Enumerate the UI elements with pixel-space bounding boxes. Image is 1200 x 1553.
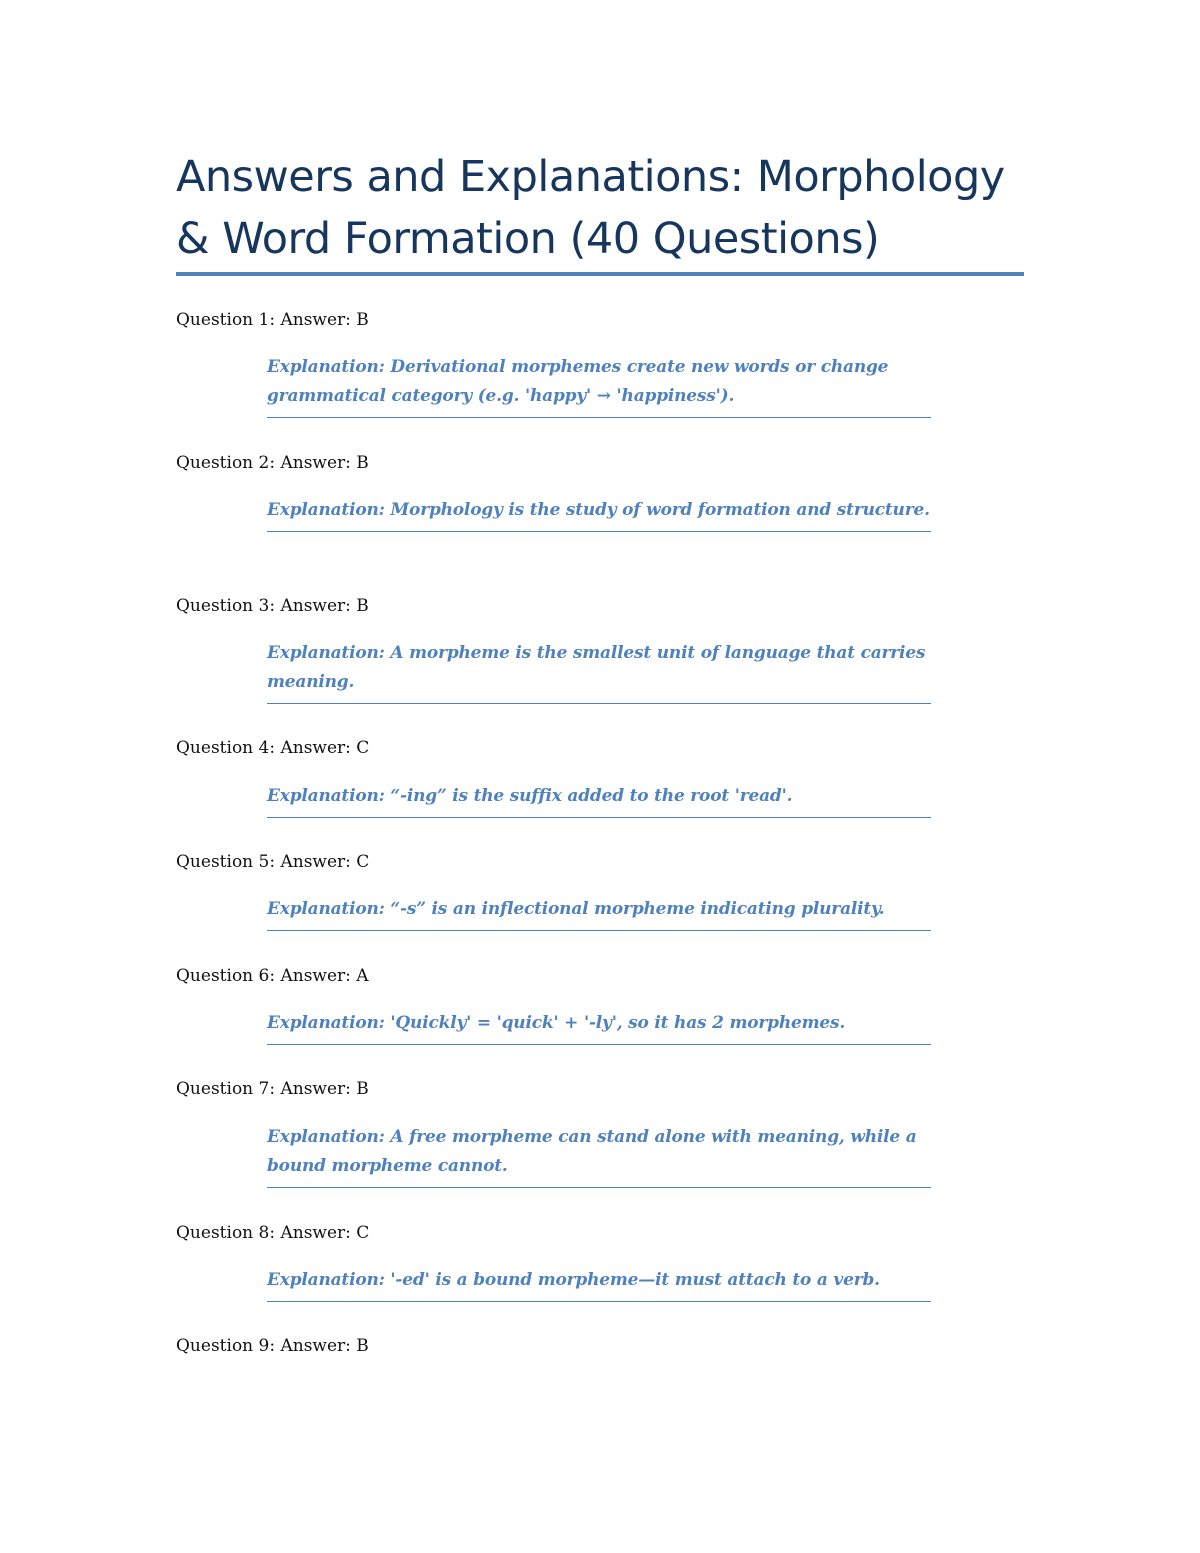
question-6-explanation: Explanation: 'Quickly' = 'quick' + '-ly', so it has 2 morphemes. [267, 1009, 931, 1045]
question-3-answer: Question 3: Answer: B [176, 596, 369, 616]
question-8-answer: Question 8: Answer: C [176, 1223, 370, 1243]
question-6-answer: Question 6: Answer: A [176, 966, 369, 986]
question-4-answer: Question 4: Answer: C [176, 738, 370, 758]
question-8-explanation: Explanation: '-ed' is a bound morpheme—it must attach to a verb. [267, 1266, 931, 1302]
title-underline [176, 272, 1024, 276]
question-1-answer: Question 1: Answer: B [176, 310, 369, 330]
question-7-answer: Question 7: Answer: B [176, 1079, 369, 1099]
question-5-answer: Question 5: Answer: C [176, 852, 370, 872]
question-3-explanation: Explanation: A morpheme is the smallest unit of language that carries meaning. [267, 639, 931, 704]
question-2-answer: Question 2: Answer: B [176, 453, 369, 473]
question-9-answer: Question 9: Answer: B [176, 1336, 369, 1356]
document-title: Answers and Explanations: Morphology & Word Formation (40 Questions) [176, 152, 1005, 264]
question-4-explanation: Explanation: “-ing” is the suffix added to the root 'read'. [267, 782, 931, 818]
question-1-explanation: Explanation: Derivational morphemes create new words or change grammatical category (e.g. 'happy' → 'happiness'). [267, 353, 931, 418]
question-7-explanation: Explanation: A free morpheme can stand alone with meaning, while a bound morpheme cannot. [267, 1123, 931, 1188]
question-2-explanation: Explanation: Morphology is the study of word formation and structure. [267, 496, 931, 532]
question-5-explanation: Explanation: “-s” is an inflectional morpheme indicating plurality. [267, 895, 931, 931]
